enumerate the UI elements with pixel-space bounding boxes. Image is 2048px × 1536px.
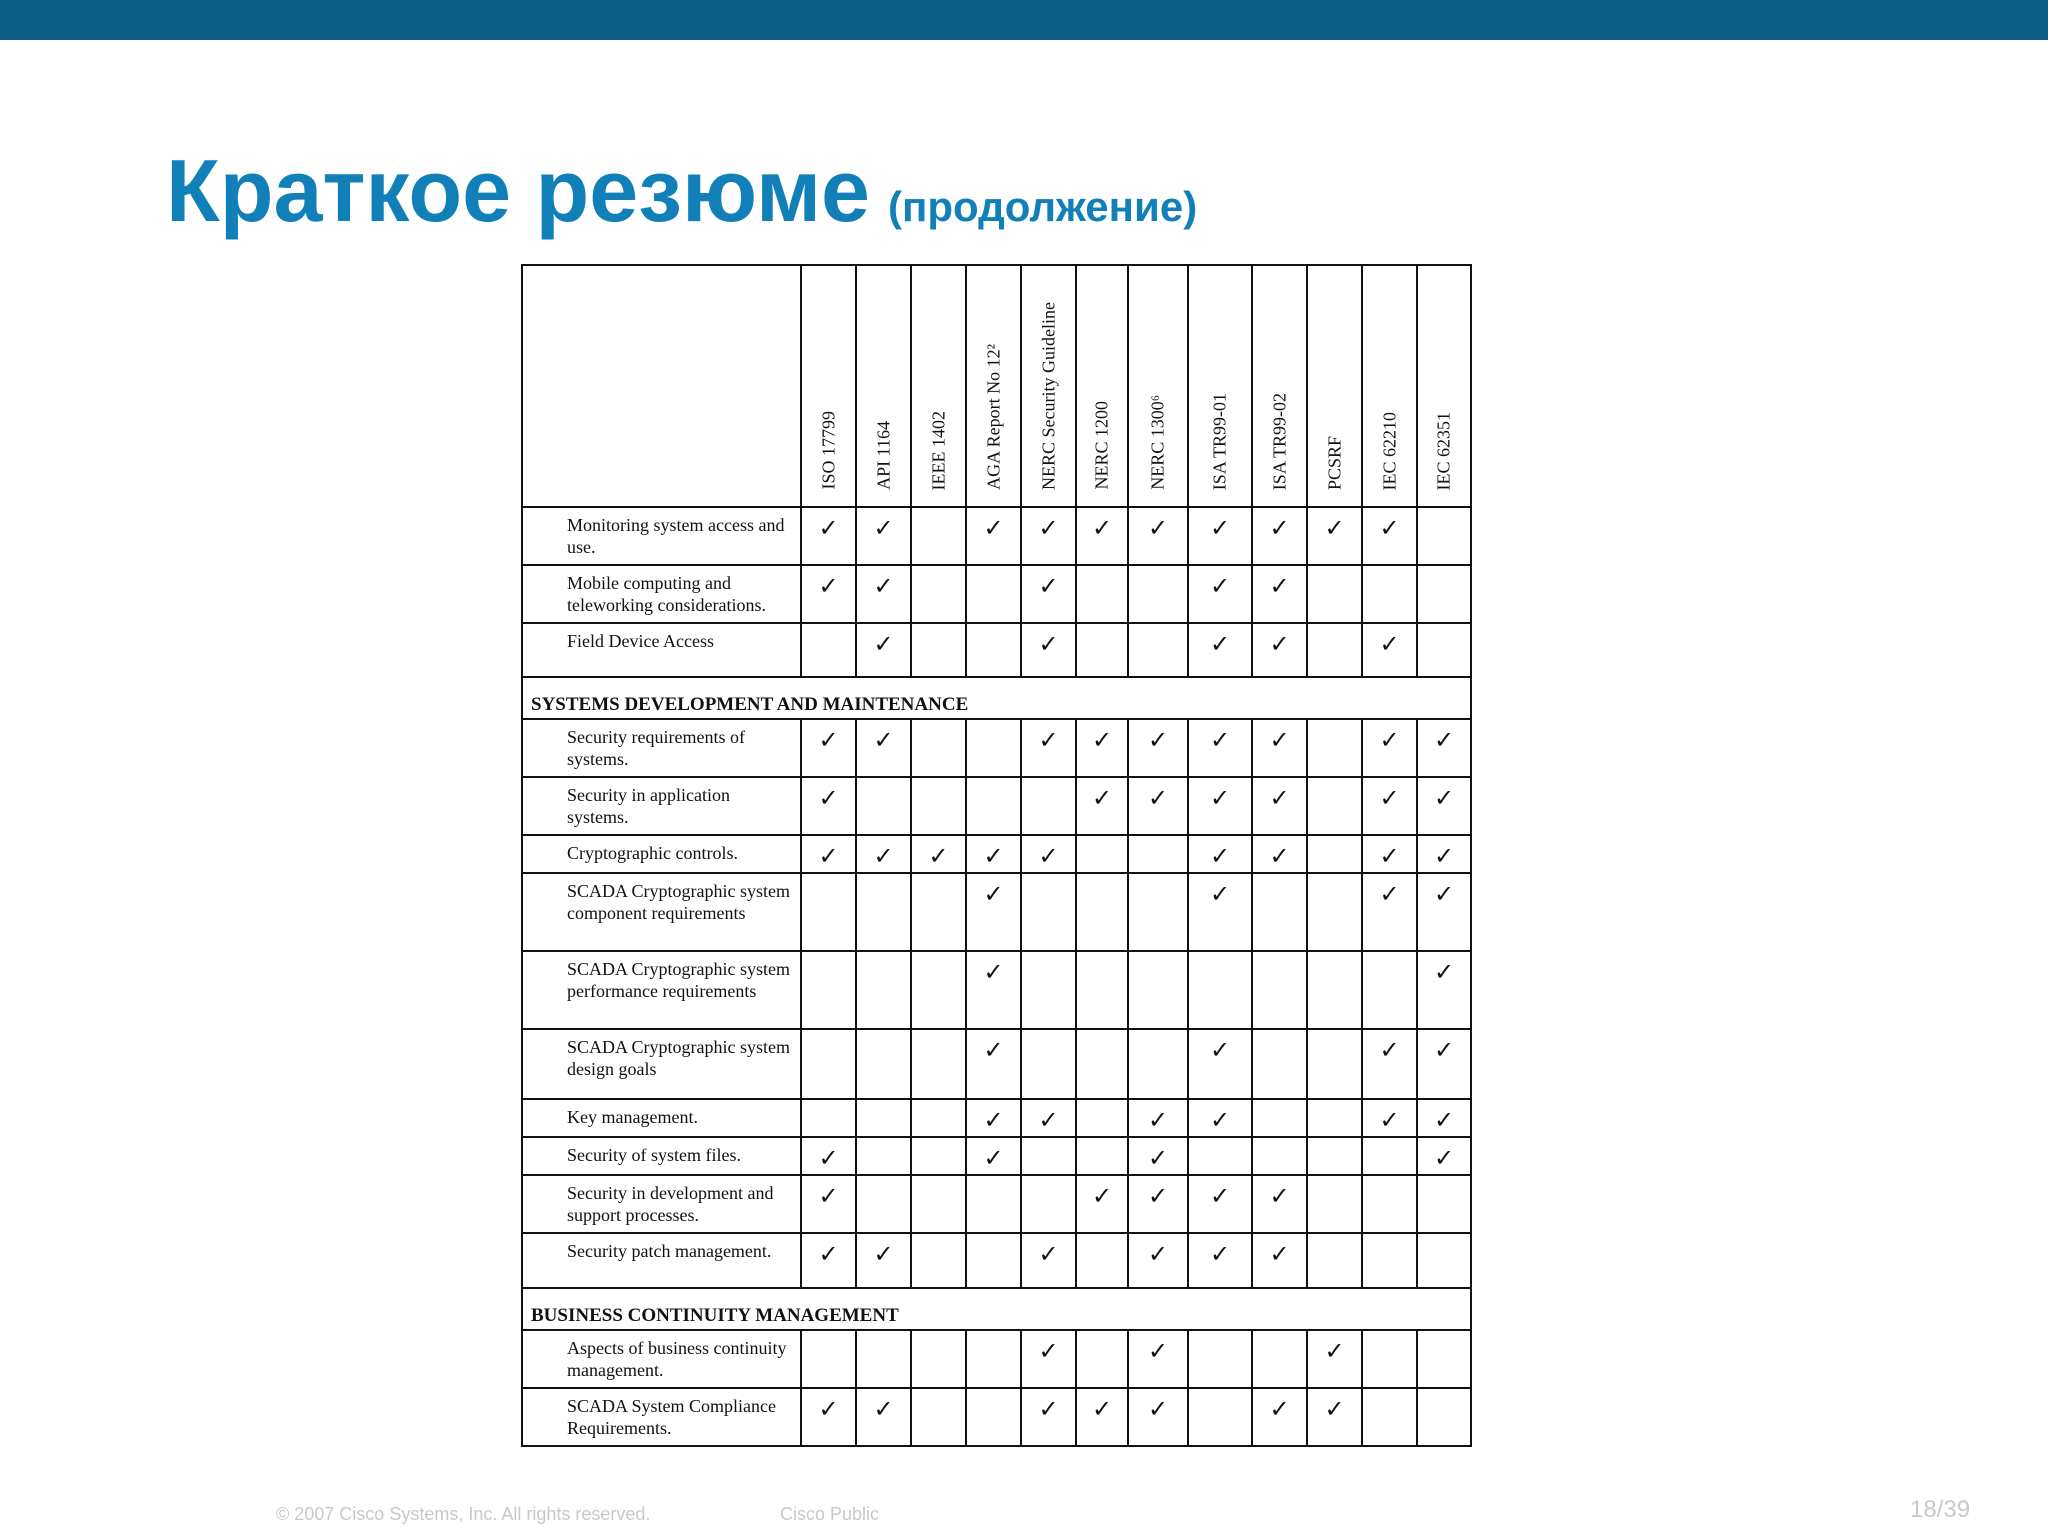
empty-cell — [1362, 565, 1417, 623]
check-mark-icon: ✓ — [1021, 719, 1076, 777]
empty-cell — [911, 777, 966, 835]
check-mark-icon: ✓ — [1076, 777, 1128, 835]
check-mark-icon: ✓ — [1128, 1099, 1188, 1137]
empty-cell — [1076, 565, 1128, 623]
table-row — [522, 623, 1471, 677]
check-mark-icon: ✓ — [1188, 1099, 1252, 1137]
empty-cell — [801, 1099, 856, 1137]
section-header-row — [522, 1288, 1471, 1330]
empty-cell — [1076, 1029, 1128, 1099]
table-row — [522, 565, 1471, 623]
empty-cell — [1362, 1175, 1417, 1233]
check-mark-icon: ✓ — [801, 719, 856, 777]
check-mark-icon: ✓ — [1128, 1137, 1188, 1175]
check-mark-icon: ✓ — [1188, 1233, 1252, 1288]
empty-cell — [856, 1029, 911, 1099]
empty-cell — [1307, 565, 1362, 623]
row-label: Aspects of business continuity management. — [522, 1330, 801, 1388]
check-mark-icon: ✓ — [856, 507, 911, 565]
table-row — [522, 1233, 1471, 1288]
empty-cell — [856, 1099, 911, 1137]
check-mark-icon: ✓ — [911, 835, 966, 873]
column-header-label: NERC 1200 — [1091, 401, 1112, 490]
empty-cell — [1307, 1233, 1362, 1288]
check-mark-icon: ✓ — [801, 507, 856, 565]
empty-cell — [1021, 873, 1076, 951]
column-header-label: IEEE 1402 — [928, 410, 948, 490]
check-mark-icon: ✓ — [1188, 1175, 1252, 1233]
check-mark-icon: ✓ — [1252, 1175, 1307, 1233]
check-mark-icon: ✓ — [1362, 1099, 1417, 1137]
empty-cell — [1307, 951, 1362, 1029]
column-header-label: IEC 62351 — [1433, 411, 1454, 490]
page-number: 18/39 — [1910, 1496, 1971, 1523]
check-mark-icon: ✓ — [1307, 1388, 1362, 1446]
empty-cell — [911, 1330, 966, 1388]
empty-cell — [1307, 777, 1362, 835]
empty-cell — [1307, 1137, 1362, 1175]
standards-matrix-table — [521, 264, 1472, 1447]
check-mark-icon: ✓ — [801, 777, 856, 835]
check-mark-icon: ✓ — [801, 1233, 856, 1288]
empty-cell — [1362, 1233, 1417, 1288]
check-mark-icon: ✓ — [1417, 873, 1471, 951]
empty-cell — [1076, 835, 1128, 873]
table-row — [522, 777, 1471, 835]
empty-cell — [856, 777, 911, 835]
table-row — [522, 951, 1471, 1029]
empty-cell — [1188, 1330, 1252, 1388]
check-mark-icon: ✓ — [1252, 1388, 1307, 1446]
check-mark-icon: ✓ — [966, 951, 1021, 1029]
column-header — [1128, 265, 1188, 507]
check-mark-icon: ✓ — [966, 835, 1021, 873]
empty-cell — [911, 1233, 966, 1288]
column-header-label: ISA TR99-01 — [1209, 392, 1230, 490]
top-banner — [0, 0, 2048, 40]
row-label: Cryptographic controls. — [522, 835, 801, 873]
check-mark-icon: ✓ — [1076, 507, 1128, 565]
check-mark-icon: ✓ — [1021, 1099, 1076, 1137]
empty-cell — [1076, 1099, 1128, 1137]
empty-cell — [801, 1029, 856, 1099]
check-mark-icon: ✓ — [1128, 1175, 1188, 1233]
empty-cell — [1128, 565, 1188, 623]
empty-cell — [911, 1029, 966, 1099]
empty-cell — [911, 1099, 966, 1137]
empty-cell — [1128, 951, 1188, 1029]
column-header — [1417, 265, 1471, 507]
check-mark-icon: ✓ — [856, 565, 911, 623]
empty-cell — [966, 1388, 1021, 1446]
check-mark-icon: ✓ — [856, 1388, 911, 1446]
empty-cell — [1252, 951, 1307, 1029]
empty-cell — [856, 1137, 911, 1175]
column-header — [1076, 265, 1128, 507]
empty-cell — [966, 777, 1021, 835]
empty-cell — [911, 951, 966, 1029]
table-row — [522, 507, 1471, 565]
check-mark-icon: ✓ — [1362, 777, 1417, 835]
column-header — [1362, 265, 1417, 507]
row-label: Security requirements of systems. — [522, 719, 801, 777]
table-row — [522, 1175, 1471, 1233]
check-mark-icon: ✓ — [1252, 565, 1307, 623]
check-mark-icon: ✓ — [1188, 835, 1252, 873]
check-mark-icon: ✓ — [1252, 1233, 1307, 1288]
check-mark-icon: ✓ — [1128, 1330, 1188, 1388]
check-mark-icon: ✓ — [966, 1137, 1021, 1175]
check-mark-icon: ✓ — [1076, 719, 1128, 777]
empty-cell — [966, 719, 1021, 777]
empty-cell — [856, 1175, 911, 1233]
empty-cell — [911, 565, 966, 623]
empty-cell — [801, 873, 856, 951]
empty-cell — [1417, 565, 1471, 623]
check-mark-icon: ✓ — [1188, 873, 1252, 951]
row-label: Security in development and support processes. — [522, 1175, 801, 1233]
row-label: Security of system files. — [522, 1137, 801, 1175]
check-mark-icon: ✓ — [1128, 719, 1188, 777]
empty-cell — [1252, 1330, 1307, 1388]
column-header-label: IEC 62210 — [1379, 411, 1399, 490]
empty-cell — [911, 1175, 966, 1233]
empty-cell — [1021, 777, 1076, 835]
table-row — [522, 873, 1471, 951]
table-row — [522, 1099, 1471, 1137]
check-mark-icon: ✓ — [1188, 719, 1252, 777]
check-mark-icon: ✓ — [1188, 623, 1252, 677]
column-header-label: AGA Report No 12² — [983, 344, 1003, 490]
empty-cell — [911, 1137, 966, 1175]
check-mark-icon: ✓ — [801, 565, 856, 623]
table-row — [522, 1388, 1471, 1446]
check-mark-icon: ✓ — [1252, 777, 1307, 835]
empty-cell — [966, 623, 1021, 677]
empty-cell — [1188, 1137, 1252, 1175]
empty-cell — [966, 1330, 1021, 1388]
check-mark-icon: ✓ — [1252, 835, 1307, 873]
column-header — [801, 265, 856, 507]
check-mark-icon: ✓ — [1362, 507, 1417, 565]
empty-cell — [911, 623, 966, 677]
slide-title — [166, 140, 1197, 242]
empty-cell — [801, 951, 856, 1029]
empty-cell — [1252, 1029, 1307, 1099]
empty-cell — [1021, 951, 1076, 1029]
row-label: SCADA Cryptographic system component requirements — [522, 873, 801, 951]
column-header — [856, 265, 911, 507]
check-mark-icon: ✓ — [1362, 835, 1417, 873]
check-mark-icon: ✓ — [1188, 565, 1252, 623]
empty-cell — [1417, 507, 1471, 565]
empty-cell — [1252, 1137, 1307, 1175]
check-mark-icon: ✓ — [1362, 1029, 1417, 1099]
check-mark-icon: ✓ — [801, 1137, 856, 1175]
empty-cell — [856, 873, 911, 951]
check-mark-icon: ✓ — [1188, 777, 1252, 835]
check-mark-icon: ✓ — [1252, 719, 1307, 777]
empty-cell — [1076, 1137, 1128, 1175]
empty-cell — [856, 951, 911, 1029]
empty-cell — [1417, 1388, 1471, 1446]
empty-cell — [1417, 1175, 1471, 1233]
check-mark-icon: ✓ — [1021, 565, 1076, 623]
column-header — [966, 265, 1021, 507]
section-header-label: BUSINESS CONTINUITY MANAGEMENT — [522, 1288, 1471, 1330]
empty-cell — [1021, 1175, 1076, 1233]
check-mark-icon: ✓ — [856, 1233, 911, 1288]
column-header — [1188, 265, 1252, 507]
check-mark-icon: ✓ — [801, 1388, 856, 1446]
section-header-row — [522, 677, 1471, 719]
empty-cell — [1417, 1330, 1471, 1388]
column-header-label: API 1164 — [873, 421, 893, 490]
table-corner-cell — [522, 265, 801, 507]
empty-cell — [1307, 1029, 1362, 1099]
empty-cell — [1128, 1029, 1188, 1099]
empty-cell — [1188, 1388, 1252, 1446]
check-mark-icon: ✓ — [1417, 719, 1471, 777]
row-label: Monitoring system access and use. — [522, 507, 801, 565]
check-mark-icon: ✓ — [1362, 873, 1417, 951]
row-label: SCADA Cryptographic system performance requirements — [522, 951, 801, 1029]
check-mark-icon: ✓ — [801, 835, 856, 873]
empty-cell — [1362, 1330, 1417, 1388]
empty-cell — [911, 507, 966, 565]
check-mark-icon: ✓ — [966, 1029, 1021, 1099]
check-mark-icon: ✓ — [1128, 1388, 1188, 1446]
check-mark-icon: ✓ — [1076, 1388, 1128, 1446]
empty-cell — [801, 623, 856, 677]
empty-cell — [1307, 1099, 1362, 1137]
empty-cell — [1362, 951, 1417, 1029]
empty-cell — [1307, 1175, 1362, 1233]
empty-cell — [1307, 623, 1362, 677]
check-mark-icon: ✓ — [1417, 1099, 1471, 1137]
check-mark-icon: ✓ — [1128, 507, 1188, 565]
check-mark-icon: ✓ — [1021, 623, 1076, 677]
column-header-label: ISA TR99-02 — [1269, 392, 1289, 490]
column-header-label: NERC 1300⁶ — [1147, 395, 1168, 490]
check-mark-icon: ✓ — [1307, 507, 1362, 565]
empty-cell — [856, 1330, 911, 1388]
section-header-label: SYSTEMS DEVELOPMENT AND MAINTENANCE — [522, 677, 1471, 719]
check-mark-icon: ✓ — [966, 1099, 1021, 1137]
table-row — [522, 1330, 1471, 1388]
row-label: Key management. — [522, 1099, 801, 1137]
empty-cell — [966, 565, 1021, 623]
empty-cell — [966, 1175, 1021, 1233]
column-header — [1307, 265, 1362, 507]
check-mark-icon: ✓ — [1021, 1233, 1076, 1288]
empty-cell — [911, 719, 966, 777]
check-mark-icon: ✓ — [966, 873, 1021, 951]
empty-cell — [801, 1330, 856, 1388]
empty-cell — [1076, 623, 1128, 677]
check-mark-icon: ✓ — [1417, 835, 1471, 873]
check-mark-icon: ✓ — [801, 1175, 856, 1233]
row-label: Field Device Access — [522, 623, 801, 677]
empty-cell — [1188, 951, 1252, 1029]
table-row — [522, 1137, 1471, 1175]
check-mark-icon: ✓ — [1188, 1029, 1252, 1099]
check-mark-icon: ✓ — [1128, 1233, 1188, 1288]
empty-cell — [1128, 873, 1188, 951]
empty-cell — [1252, 873, 1307, 951]
check-mark-icon: ✓ — [1417, 777, 1471, 835]
check-mark-icon: ✓ — [856, 719, 911, 777]
empty-cell — [911, 873, 966, 951]
check-mark-icon: ✓ — [1021, 835, 1076, 873]
title-subtitle: (продолжение) — [888, 183, 1198, 230]
empty-cell — [911, 1388, 966, 1446]
empty-cell — [1362, 1137, 1417, 1175]
table-row — [522, 719, 1471, 777]
empty-cell — [1252, 1099, 1307, 1137]
footer-copyright: © 2007 Cisco Systems, Inc. All rights reserved. — [276, 1504, 651, 1524]
check-mark-icon: ✓ — [1417, 1029, 1471, 1099]
row-label: Security in application systems. — [522, 777, 801, 835]
title-main: Краткое резюме — [166, 141, 870, 240]
empty-cell — [1076, 951, 1128, 1029]
check-mark-icon: ✓ — [1021, 1388, 1076, 1446]
empty-cell — [1362, 1388, 1417, 1446]
row-label: Security patch management. — [522, 1233, 801, 1288]
row-label: SCADA Cryptographic system design goals — [522, 1029, 801, 1099]
table-row — [522, 835, 1471, 873]
check-mark-icon: ✓ — [1307, 1330, 1362, 1388]
check-mark-icon: ✓ — [1362, 719, 1417, 777]
check-mark-icon: ✓ — [1362, 623, 1417, 677]
empty-cell — [1307, 719, 1362, 777]
empty-cell — [1417, 623, 1471, 677]
column-header — [911, 265, 966, 507]
row-label: SCADA System Compliance Requirements. — [522, 1388, 801, 1446]
check-mark-icon: ✓ — [1128, 777, 1188, 835]
empty-cell — [1021, 1029, 1076, 1099]
check-mark-icon: ✓ — [856, 623, 911, 677]
column-header-label: PCSRF — [1324, 435, 1344, 490]
empty-cell — [1021, 1137, 1076, 1175]
check-mark-icon: ✓ — [1076, 1175, 1128, 1233]
check-mark-icon: ✓ — [1188, 507, 1252, 565]
footer-classification: Cisco Public — [780, 1504, 880, 1524]
check-mark-icon: ✓ — [1021, 507, 1076, 565]
empty-cell — [1076, 873, 1128, 951]
check-mark-icon: ✓ — [966, 507, 1021, 565]
table-row — [522, 1029, 1471, 1099]
check-mark-icon: ✓ — [1021, 1330, 1076, 1388]
check-mark-icon: ✓ — [1252, 507, 1307, 565]
empty-cell — [1307, 873, 1362, 951]
column-header — [1021, 265, 1076, 507]
row-label: Mobile computing and teleworking considerations. — [522, 565, 801, 623]
check-mark-icon: ✓ — [856, 835, 911, 873]
empty-cell — [966, 1233, 1021, 1288]
empty-cell — [1128, 623, 1188, 677]
empty-cell — [1076, 1330, 1128, 1388]
empty-cell — [1128, 835, 1188, 873]
table-body — [522, 507, 1471, 1446]
column-header — [1252, 265, 1307, 507]
empty-cell — [1076, 1233, 1128, 1288]
check-mark-icon: ✓ — [1252, 623, 1307, 677]
check-mark-icon: ✓ — [1417, 1137, 1471, 1175]
column-header-label: ISO 17799 — [818, 411, 838, 490]
check-mark-icon: ✓ — [1417, 951, 1471, 1029]
empty-cell — [1307, 835, 1362, 873]
column-header-label: NERC Security Guideline — [1038, 302, 1058, 490]
table-header-row — [522, 265, 1471, 507]
empty-cell — [1417, 1233, 1471, 1288]
